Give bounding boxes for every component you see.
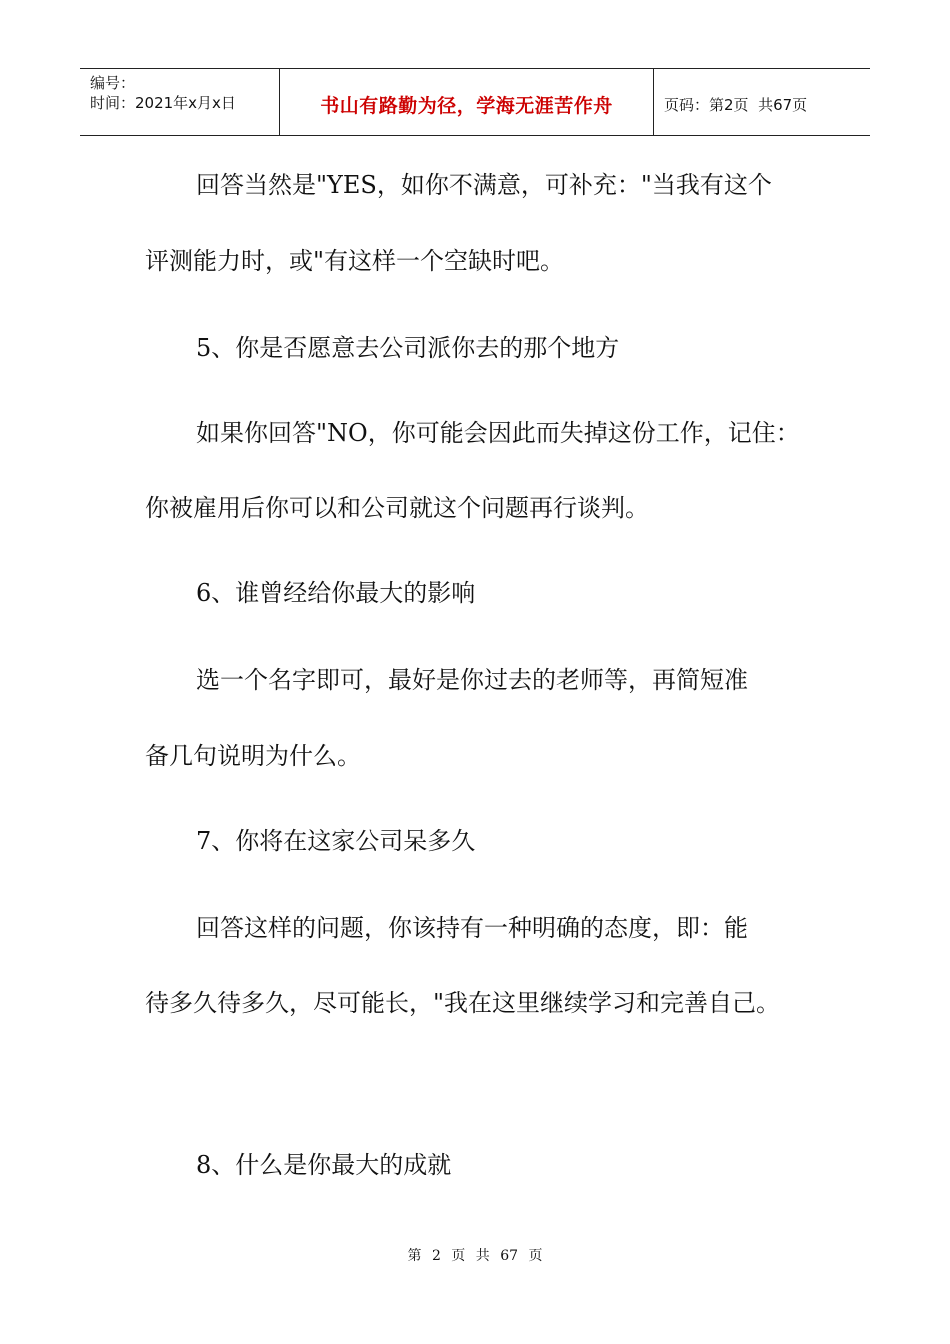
header-meta [80, 69, 280, 135]
body-line-12: 8、什么是你最大的成就 [196, 1151, 452, 1179]
header-motto: 书山有路勤为径，学海无涯苦作舟 [320, 94, 613, 117]
footer-page-number: 第 2 页 共 67 页 [407, 1248, 543, 1264]
header-page-number: 页码：第2页 共67页 [664, 95, 808, 114]
body-line-9: 7、你将在这家公司呆多久 [196, 827, 476, 855]
body-line-11: 待多久待多久，尽可能长，"我在这里继续学习和完善自己。 [145, 989, 781, 1017]
body-line-8: 备几句说明为什么。 [145, 742, 361, 770]
body-line-4: 如果你回答"NO，你可能会因此而失掉这份工作，记住： [196, 419, 800, 447]
document-date-label: 时间：2021年x月x日 [90, 94, 236, 112]
page-header [80, 68, 870, 136]
document-number-label: 编号： [90, 74, 136, 92]
body-line-3: 5、你是否愿意去公司派你去的那个地方 [196, 334, 620, 362]
body-line-1: 回答当然是"YES，如你不满意，可补充："当我有这个 [196, 171, 772, 199]
body-line-2: 评测能力时，或"有这样一个空缺时吧。 [145, 247, 565, 275]
body-line-6: 6、谁曾经给你最大的影响 [196, 579, 476, 607]
body-line-5: 你被雇用后你可以和公司就这个问题再行谈判。 [145, 494, 649, 522]
page-footer [0, 1245, 950, 1265]
body-line-10: 回答这样的问题，你该持有一种明确的态度，即：能 [196, 914, 748, 942]
body-line-7: 选一个名字即可，最好是你过去的老师等，再简短准 [196, 666, 748, 694]
header-page-cell [654, 71, 870, 137]
header-motto-cell [280, 69, 654, 135]
